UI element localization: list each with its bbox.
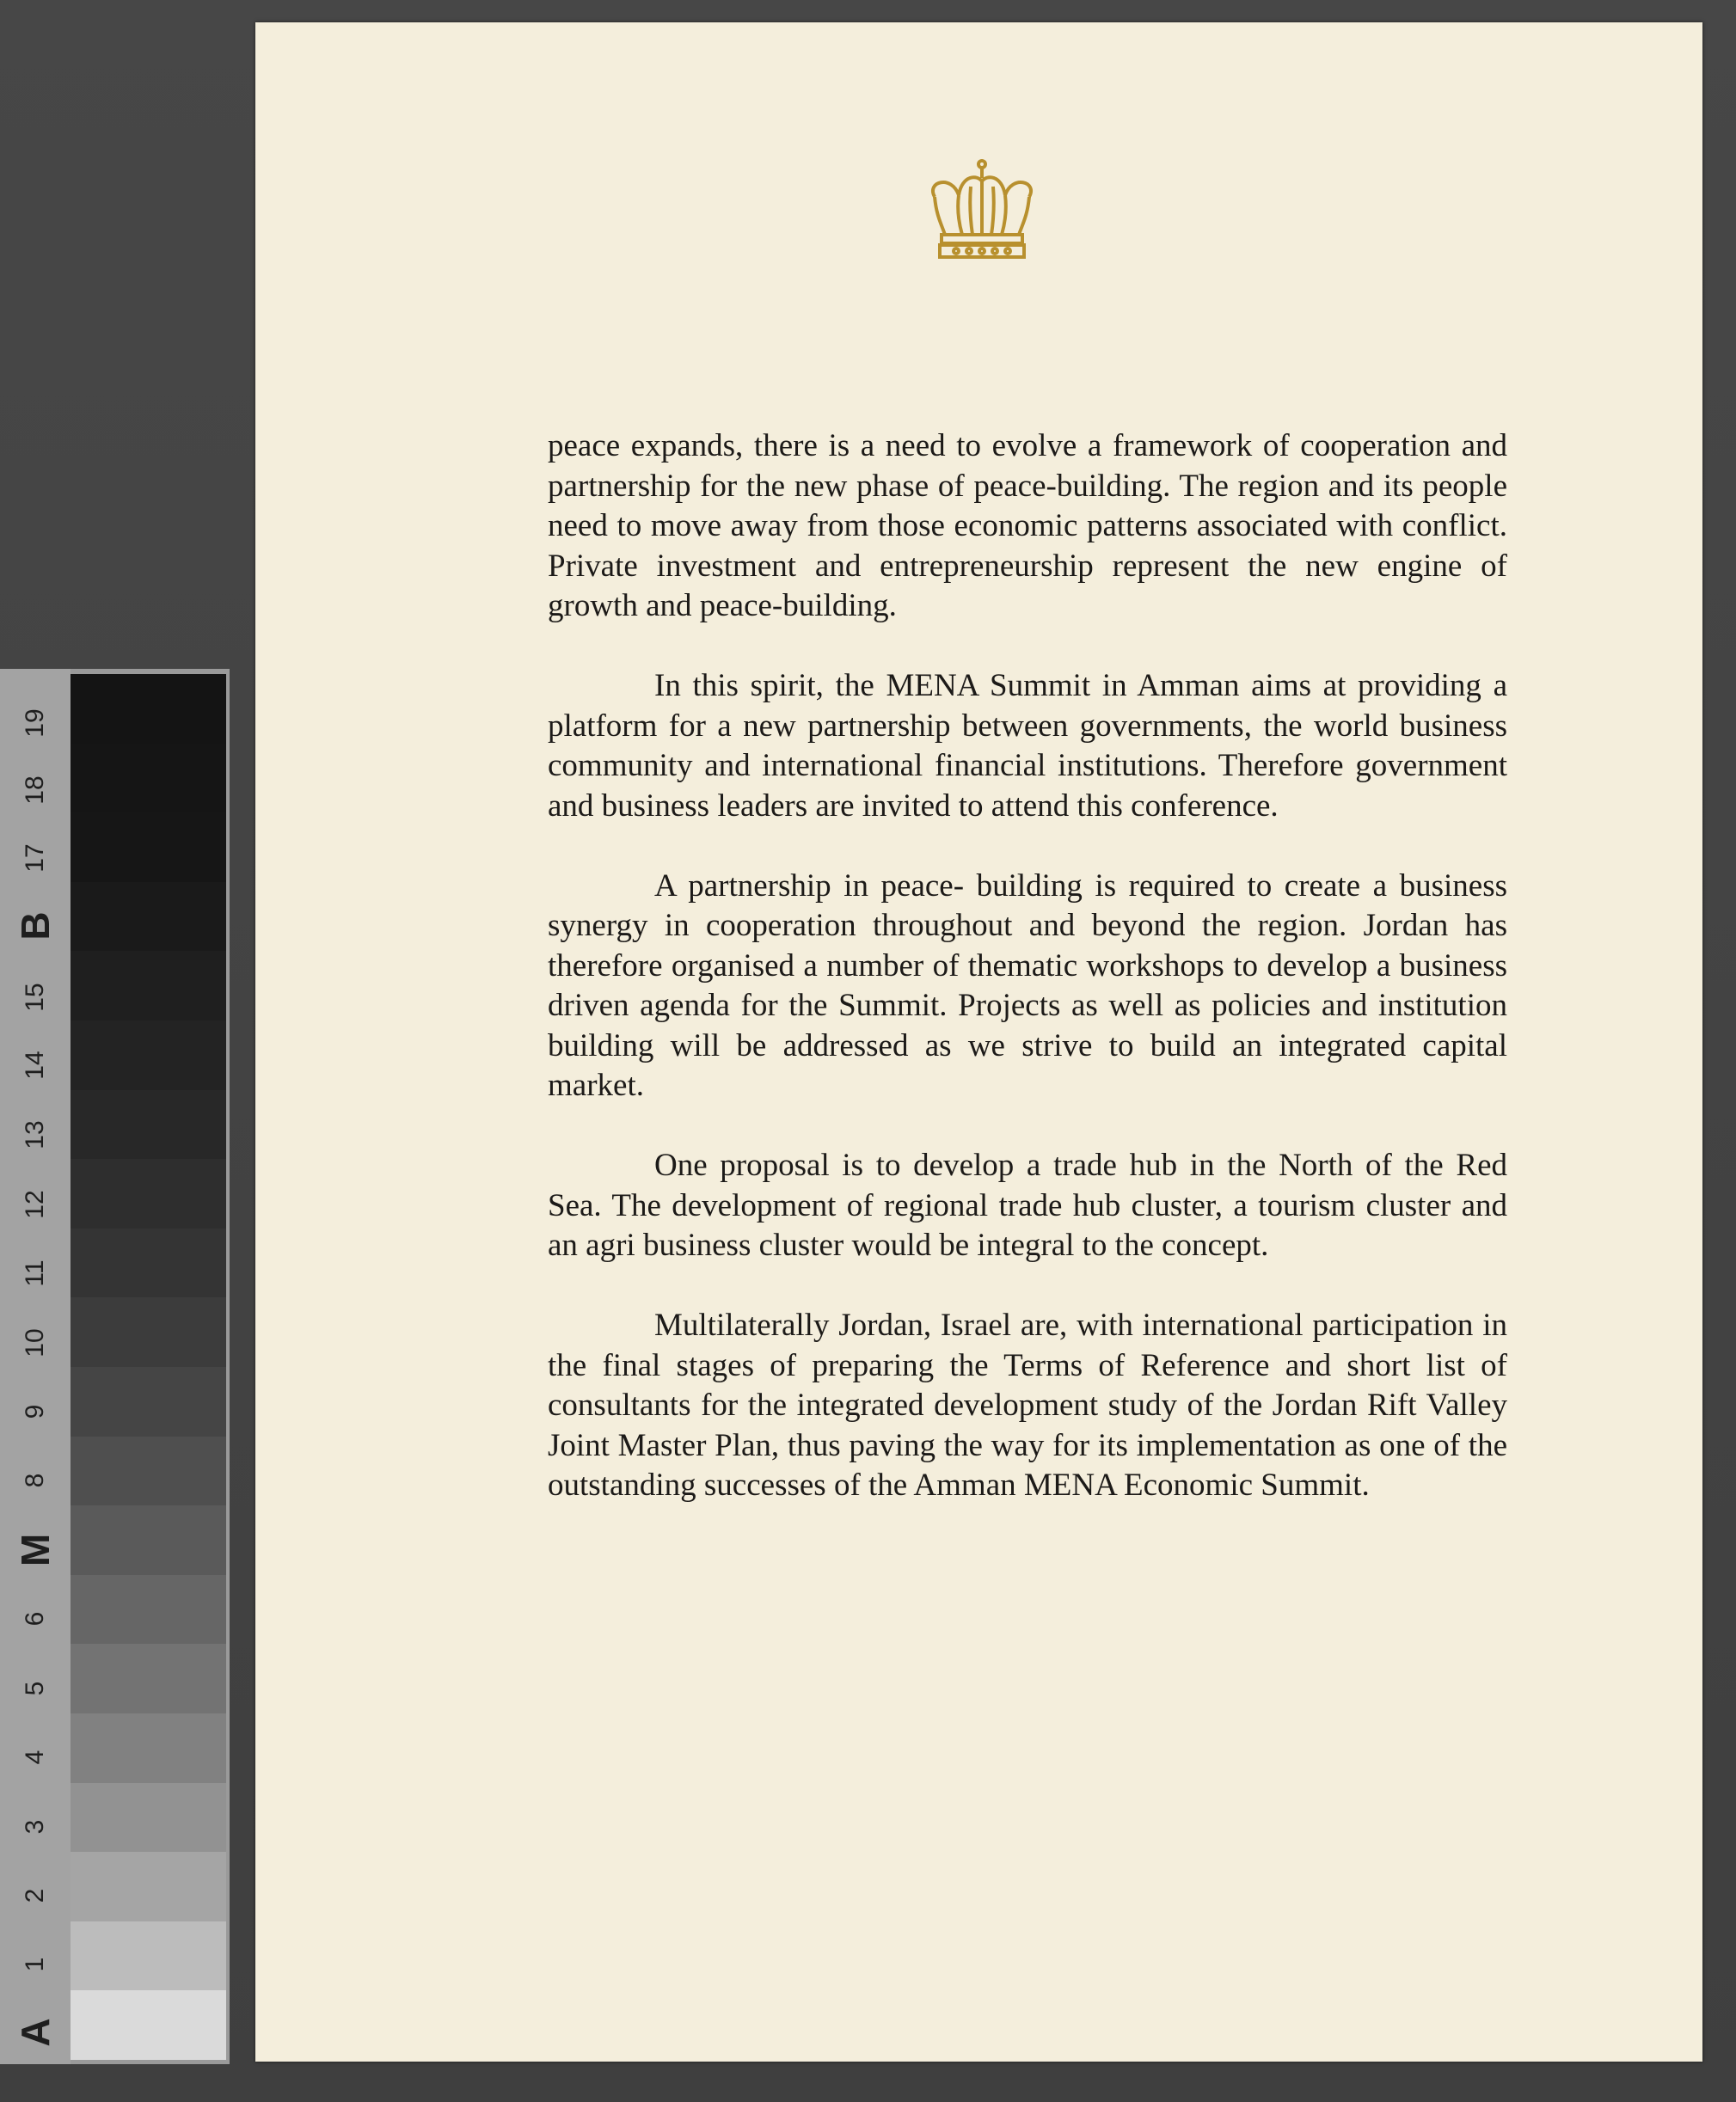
gray-patch	[71, 1852, 226, 1921]
gray-patch	[71, 1367, 226, 1437]
gray-patch	[71, 1575, 226, 1645]
scale-label-15: 15	[21, 983, 49, 1012]
scale-label-19: 19	[21, 708, 49, 738]
gray-patch	[71, 882, 226, 952]
scale-label-a: A	[13, 2018, 58, 2047]
scale-label-3: 3	[21, 1819, 49, 1835]
gray-patch	[71, 1297, 226, 1367]
letter-page	[255, 22, 1702, 2062]
scale-label-m: M	[13, 1533, 58, 1567]
scale-label-9: 9	[21, 1404, 49, 1419]
calibration-scale-labels	[0, 669, 71, 2064]
gray-patch	[71, 1990, 226, 2060]
grayscale-calibration-target	[0, 669, 230, 2064]
gray-patches	[71, 674, 226, 2060]
paragraph-3: A partnership in peace- building is required to create a business synergy in cooperation throughout and beyond the region. Jordan has therefore organised a number of thematic workshops to develop a business driven agenda for the Summit. Projects as well as policies and institution building will be addressed as we strive to build an integrated capital market.	[548, 867, 1507, 1103]
gray-patch	[71, 744, 226, 813]
scale-label-2: 2	[21, 1888, 49, 1903]
scale-label-b: B	[13, 911, 58, 941]
scale-label-6: 6	[21, 1611, 49, 1627]
gray-patch	[71, 674, 226, 744]
gray-patch	[71, 1505, 226, 1575]
gray-patch	[71, 1921, 226, 1991]
gray-patch	[71, 1229, 226, 1298]
gray-patch	[71, 1644, 226, 1713]
paragraph-4: One proposal is to develop a trade hub in the North of the Red Sea. The development of regional trade hub cluster, a tourism cluster and an agri business cluster would be integral to the concept.	[548, 1148, 1507, 1263]
crown-icon	[917, 156, 1046, 267]
gray-patch	[71, 812, 226, 882]
gray-patch	[71, 1437, 226, 1506]
scale-label-11: 11	[21, 1259, 49, 1287]
paragraph-1: peace expands, there is a need to evolve a framework of cooperation and partnership for the new phase of peace-building. The region and its people need to move away from those economic patterns associated with conflict. Private investment and entrepreneurship represent the new engine of growth and peace-building.	[548, 428, 1507, 623]
scale-label-1: 1	[21, 1957, 49, 1972]
gray-patch	[71, 1020, 226, 1090]
scale-label-8: 8	[21, 1473, 49, 1488]
scale-label-4: 4	[21, 1750, 49, 1765]
gray-patch	[71, 1090, 226, 1160]
gray-patch	[71, 1783, 226, 1853]
paragraph-2: In this spirit, the MENA Summit in Amman aims at providing a platform for a new partnership between governments, the world business community and international financial institutions. Therefore government and business leaders are invited to attend this conference.	[548, 668, 1507, 824]
scale-label-14: 14	[21, 1051, 49, 1080]
scale-label-12: 12	[21, 1190, 49, 1219]
scale-label-10: 10	[21, 1328, 49, 1357]
scale-label-5: 5	[21, 1681, 49, 1696]
scale-label-13: 13	[21, 1120, 49, 1149]
scale-label-17: 17	[21, 843, 49, 873]
gray-patch	[71, 951, 226, 1020]
scale-label-18: 18	[21, 775, 49, 805]
letter-body	[548, 426, 1507, 1546]
paragraph-5: Multilaterally Jordan, Israel are, with international participation in the final stages of preparing the Terms of Reference and short list of consultants for the integrated development study of the Jordan Rift Valley Joint Master Plan, thus paving the way for its implementation as one of the outstanding successes of the Amman MENA Economic Summit.	[548, 1308, 1507, 1503]
gray-patch	[71, 1159, 226, 1229]
gray-patch	[71, 1713, 226, 1783]
